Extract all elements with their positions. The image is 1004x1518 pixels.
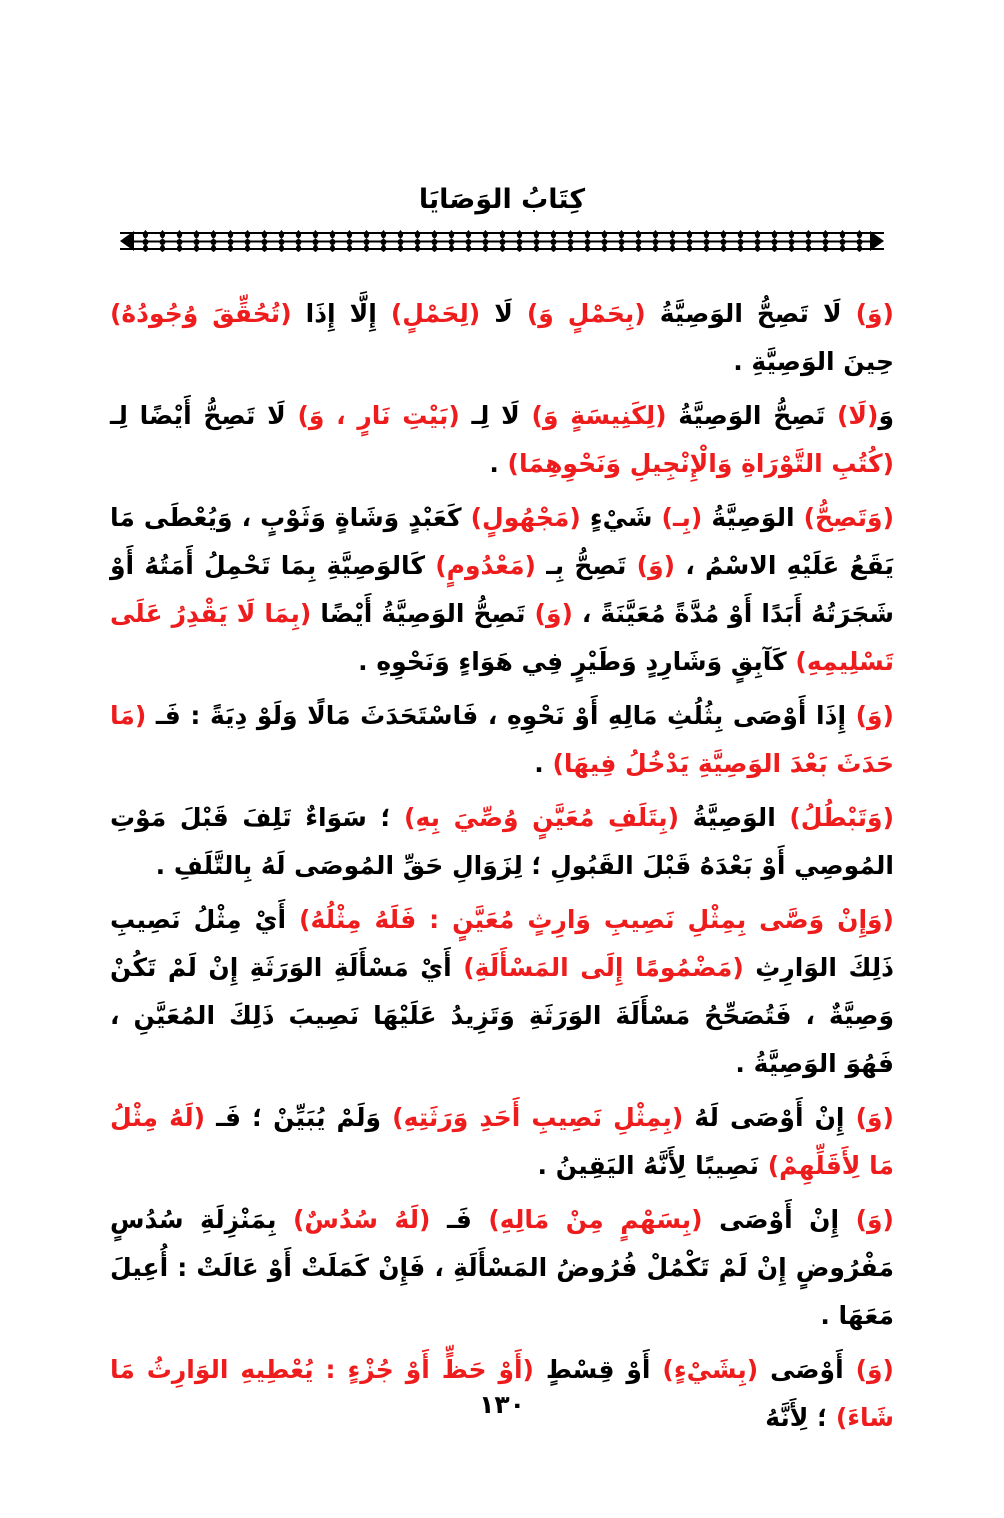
sharh-text: وَلَمْ يُبَيِّنْ ؛ فَـ bbox=[205, 1103, 393, 1132]
sharh-text: كَآبِقٍ وَشَارِدٍ وَطَيْرٍ فِي هَوَاءٍ وَنَحْوِهِ . bbox=[358, 647, 796, 676]
paragraph bbox=[110, 290, 894, 386]
matn-text: (بِمَا لَا يَقْدِرُ عَلَى تَسْلِيمِهِ) bbox=[110, 599, 894, 676]
matn-text: (وَ) bbox=[855, 1355, 894, 1384]
sharh-text: كَعَبْدٍ وَشَاةٍ وَثَوْبٍ ، وَيُعْطَى مَا يَقَعُ عَلَيْهِ الاسْمُ ، bbox=[110, 503, 894, 580]
sharh-text: بِمَنْزِلَةِ سُدُسٍ مَفْرُوضٍ إِنْ لَمْ تَكْمُلْ فُرُوضُ المَسْأَلَةِ ، فَإِنْ كَمَلَتْ أَوْ عَالَتْ : أُعِيلَ مَعَهَا . bbox=[110, 1205, 894, 1330]
sharh-text: . bbox=[534, 749, 553, 778]
matn-text: (وَتَصِحُّ) bbox=[803, 503, 895, 532]
matn-text: (لَا) bbox=[836, 401, 879, 430]
matn-text: (مَا حَدَثَ بَعْدَ الوَصِيَّةِ يَدْخُلُ فِيهَا) bbox=[110, 701, 894, 778]
paragraph bbox=[110, 392, 894, 488]
matn-text: (بِسَهْمٍ مِنْ مَالِهِ) bbox=[488, 1205, 703, 1234]
paragraph bbox=[110, 794, 894, 890]
paragraph bbox=[110, 1196, 894, 1340]
ornament-border bbox=[120, 228, 884, 254]
page-number: ١٣٠ bbox=[479, 1390, 525, 1419]
text-body bbox=[110, 290, 894, 1448]
sharh-text: تَصِحُّ بِـ bbox=[535, 551, 637, 580]
matn-text: (بِتَلَفِ مُعَيَّنٍ وُصِّيَ بِهِ) bbox=[404, 803, 680, 832]
sharh-text: شَيْءٍ bbox=[580, 503, 662, 532]
matn-text: (وَ) bbox=[855, 701, 894, 730]
matn-text: (تُحُقِّقَ وُجُودُهُ) bbox=[110, 299, 292, 328]
sharh-text: . bbox=[489, 449, 508, 478]
matn-text: (وَ) bbox=[855, 1205, 894, 1234]
matn-text: (لَهُ سُدُسٌ) bbox=[293, 1205, 431, 1234]
sharh-text: الوَصِيَّةُ bbox=[679, 803, 790, 832]
matn-text: (أَوْ حَظٍّ أَوْ جُزْءٍ : يُعْطِيهِ الوَارِثُ مَا شَاءَ) bbox=[110, 1355, 894, 1432]
chapter-title: كِتَابُ الوَصَايَا bbox=[418, 184, 586, 215]
matn-text: (بِشَيْءٍ) bbox=[662, 1355, 759, 1384]
matn-text: (وَتَبْطُلُ) bbox=[789, 803, 894, 832]
matn-text: (بِحَمْلٍ وَ) bbox=[526, 299, 646, 328]
matn-text: (لِكَنِيسَةٍ وَ) bbox=[531, 401, 667, 430]
sharh-text: أَوْ قِسْطٍ bbox=[533, 1355, 663, 1384]
sharh-text: لَا تَصِحُّ الوَصِيَّةُ bbox=[645, 299, 856, 328]
sharh-text: أَيْ مَسْأَلَةِ الوَرَثَةِ إِنْ لَمْ تَكُنْ وَصِيَّةٌ ، فَتُصَحِّحُ مَسْأَلَةَ الوَرَثَةِ وَتَزِيدُ عَلَيْهَا نَصِيبَ ذَلِكَ المُعَيَّنِ ، فَهُوَ الوَصِيَّةُ . bbox=[110, 953, 894, 1078]
sharh-text: فَـ bbox=[430, 1205, 489, 1234]
matn-text: (وَإِنْ وَصَّى بِمِثْلِ نَصِيبِ وَارِثٍ مُعَيَّنٍ : فَلَهُ مِثْلُهُ) bbox=[299, 905, 894, 934]
sharh-text: نَصِيبًا لِأَنَّهُ اليَقِينُ . bbox=[537, 1151, 768, 1180]
matn-text: (وَ) bbox=[534, 599, 573, 628]
sharh-text: لَا لِـ bbox=[459, 401, 532, 430]
paragraph bbox=[110, 494, 894, 686]
matn-text: (وَ) bbox=[855, 1103, 894, 1132]
sharh-text: الوَصِيَّةُ bbox=[702, 503, 804, 532]
sharh-text: إِلَّا إِذَا bbox=[291, 299, 391, 328]
matn-text: (كُتُبِ التَّوْرَاةِ وَالْإِنْجِيلِ وَنَحْوِهِمَا) bbox=[507, 449, 894, 478]
sharh-text: ؛ سَوَاءٌ تَلِفَ قَبْلَ مَوْتِ المُوصِي أَوْ بَعْدَهُ قَبْلَ القَبُولِ ؛ لِزَوَالِ حَقِّ المُوصَى لَهُ بِالتَّلَفِ . bbox=[110, 803, 894, 880]
sharh-text: إِنْ أَوْصَى لَهُ bbox=[683, 1103, 856, 1132]
matn-text: (وَ) bbox=[636, 551, 676, 580]
sharh-text: أَيْ مِثْلُ نَصِيبِ ذَلِكَ الوَارِثِ bbox=[110, 905, 894, 982]
sharh-text: كَالوَصِيَّةِ بِمَا تَحْمِلُ أَمَتُهُ أَوْ شَجَرَتُهُ أَبَدًا أَوْ مُدَّةً مُعَيَّنَةً ، bbox=[110, 551, 894, 628]
sharh-text: حِينَ الوَصِيَّةِ . bbox=[733, 347, 894, 376]
sharh-text: إِنْ أَوْصَى bbox=[702, 1205, 856, 1234]
sharh-text: أَوْصَى bbox=[758, 1355, 856, 1384]
matn-text: (مَضْمُومًا إِلَى المَسْأَلَةِ) bbox=[463, 953, 744, 982]
paragraph bbox=[110, 692, 894, 788]
paragraph bbox=[110, 896, 894, 1088]
sharh-text: وَ bbox=[878, 401, 894, 430]
matn-text: (وَ) bbox=[855, 299, 894, 328]
matn-text: (بَيْتِ نَارٍ ، وَ) bbox=[297, 401, 460, 430]
matn-text: (لَهُ مِثْلُ مَا لِأَقَلِّهِمْ) bbox=[110, 1103, 894, 1180]
sharh-text: تَصِحُّ الوَصِيَّةُ أَيْضًا bbox=[311, 599, 535, 628]
matn-text: (مَعْدُومٍ) bbox=[435, 551, 536, 580]
sharh-text: لَا تَصِحُّ أَيْضًا لِـ bbox=[110, 401, 298, 430]
sharh-text: لَا bbox=[480, 299, 527, 328]
sharh-text: تَصِحُّ الوَصِيَّةُ bbox=[666, 401, 837, 430]
matn-text: (مَجْهُولٍ) bbox=[470, 503, 581, 532]
matn-text: (بِـ) bbox=[661, 503, 703, 532]
matn-text: (لِحَمْلٍ) bbox=[390, 299, 481, 328]
sharh-text: إِذَا أَوْصَى بِثُلُثِ مَالِهِ أَوْ نَحْوِهِ ، فَاسْتَحَدَثَ مَالًا وَلَوْ دِيَةً : فَـ bbox=[146, 701, 856, 730]
paragraph bbox=[110, 1094, 894, 1190]
sharh-text: ؛ لِأَنَّهُ bbox=[765, 1403, 836, 1432]
matn-text: (بِمِثْلِ نَصِيبِ أَحَدِ وَرَثَتِهِ) bbox=[392, 1103, 684, 1132]
